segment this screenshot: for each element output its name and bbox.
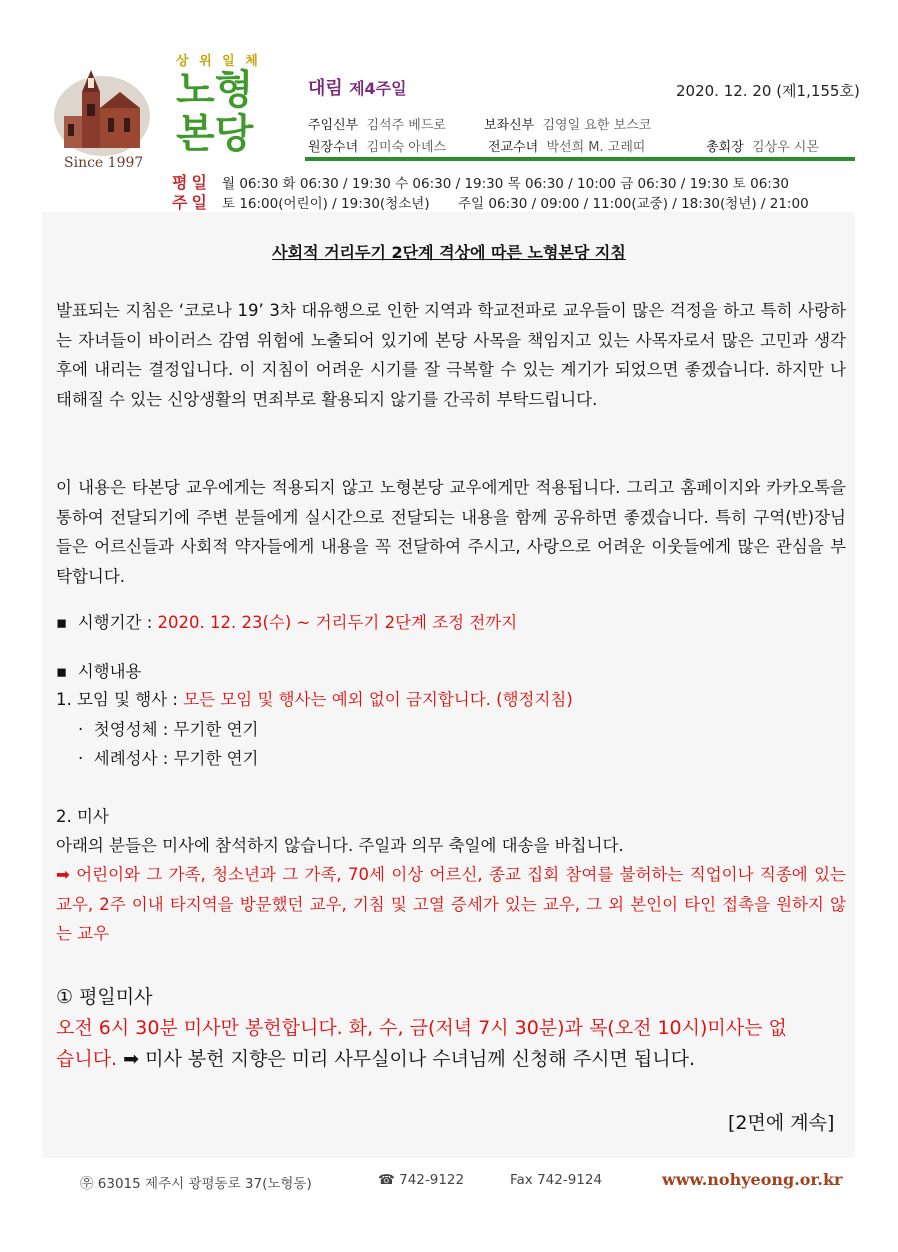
item1-label: 1. 모임 및 행사 : [56, 690, 184, 709]
footer-website-link[interactable]: www.nohyeong.or.kr [662, 1170, 843, 1189]
footer-fax: Fax 742-9124 [510, 1172, 603, 1188]
dot-icon: · [78, 749, 84, 768]
notice-title-text: 사회적 거리두기 2단계 격상에 따른 노형본당 지침 [272, 243, 626, 262]
period-row [56, 609, 517, 633]
staff-priest [308, 114, 446, 133]
sunday-schedule-saturday: 토 16:00(어린이) / 19:30(청소년) [222, 196, 430, 212]
content-label: 시행내용 [77, 662, 142, 681]
intro-paragraph-1: 발표되는 지침은 ‘코로나 19’ 3차 대유행으로 인한 지역과 학교전파로 교우들이 많은 걱정을 하고 특히 사랑하는 자녀들이 바이러스 감염 위험에 노출되어 있기에 본당 사목을 책임지고 있는 사목자로서 많은 고민과 생각 후에 내리는 결정입니다. 이 지침이 어려운 시기를 잘 극복할 수 있는 계기가 되었으면 좋겠습니다. 하지만 나태해질 수 있는 신앙생활의 면죄부로 활용되지 않기를 간곡히 부탁드립니다. [56, 301, 846, 409]
item2-description: 아래의 분들은 미사에 참석하지 않습니다. 주일과 의무 축일에 대송을 바칩니다. [56, 836, 624, 855]
sub-item-text: 첫영성체 : 무기한 연기 [93, 720, 259, 739]
staff-name: 김상우 시몬 [751, 140, 819, 155]
period-label: 시행기간 : [77, 613, 158, 632]
sub-item-baptism [78, 745, 259, 769]
church-building-icon [52, 56, 152, 156]
intro-paragraph-2: 이 내용은 타본당 교우에게는 적용되지 않고 노형본당 교우에게만 적용됩니다. 그리고 홈페이지와 카카오톡을 통하여 전달되기에 주변 분들에게 실시간으로 전달되는 내용을 함께 공유하면 좋겠습니다. 특히 구역(반)장님들은 어르신들과 사회적 약자들에게 내용을 꼭 전달하여 주시고, 사랑으로 어려운 이웃들에게 많은 관심을 부탁합니다. [56, 478, 846, 586]
sunday-schedule-sunday: 주일 06:30 / 09:00 / 11:00(교중) / 18:30(청년) / 21:00 [458, 196, 809, 212]
since-label: Since 1997 [64, 155, 144, 171]
parish-motto: 상 위 일 체 [176, 54, 261, 69]
staff-role: 보좌신부 [484, 118, 535, 133]
notice-title [0, 240, 898, 263]
footer-address: ㉾ 63015 제주시 광평동로 37(노형동) [80, 1176, 312, 1192]
weekday-mass-line2-red: 습니다. [56, 1048, 118, 1070]
staff-role: 총회장 [706, 140, 744, 155]
item1-value: 모든 모임 및 행사는 예외 없이 금지합니다. (행정지침) [183, 690, 573, 709]
staff-mission-sister [488, 136, 645, 155]
content-row [56, 658, 141, 682]
issue-date: 2020. 12. 20 (제1,155호) [676, 82, 860, 100]
sub-item-text: 세례성사 : 무기한 연기 [93, 749, 259, 768]
header-divider [305, 157, 855, 161]
staff-name: 박선희 M. 고레띠 [546, 140, 646, 155]
liturgical-week [308, 74, 407, 100]
parish-name-line2: 본당 [176, 110, 254, 157]
staff-name: 김영일 요한 보스코 [542, 118, 652, 133]
weekday-mass-line2-note: ➡ 미사 봉헌 지향은 미리 사무실이나 수녀님께 신청해 주시면 됩니다. [117, 1048, 696, 1070]
staff-assistant-priest [484, 114, 651, 133]
sunday-label: 주일 [172, 193, 211, 212]
parish-name-line1: 노형 [176, 66, 254, 113]
footer-phone: ☎ 742-9122 [378, 1172, 465, 1188]
bullet-icon: ▪ [56, 662, 68, 681]
bullet-icon: ▪ [56, 613, 68, 632]
item1-row [56, 686, 573, 710]
staff-name: 김석주 베드로 [366, 118, 446, 133]
staff-head-sister [308, 136, 446, 155]
week-label: 제4주일 [349, 79, 407, 98]
weekday-mass-line1: 오전 6시 30분 미사만 봉헌합니다. 화, 수, 금(저녁 7시 30분)과 목(오전 10시)미사는 없 [56, 1017, 787, 1039]
item2-label: 2. 미사 [56, 807, 109, 826]
staff-role: 원장수녀 [308, 140, 359, 155]
item2-excluded-list: ➡ 어린이와 그 가족, 청소년과 그 가족, 70세 이상 어르신, 종교 집회 참여를 불허하는 직업이나 직종에 있는 교우, 2주 이내 타지역을 방문했던 교우, 기침 및 고열 증세가 있는 교우, 그 외 본인이 타인 접촉을 원하지 않는 교우 [56, 865, 846, 943]
staff-council-president [706, 136, 819, 155]
week-prefix: 대림 [308, 78, 343, 99]
continued-note: [2면에 계속] [728, 1112, 835, 1134]
dot-icon: · [78, 720, 84, 739]
staff-role: 전교수녀 [488, 140, 539, 155]
weekday-mass-line2 [56, 1044, 695, 1071]
weekday-label: 평일 [172, 173, 211, 192]
staff-role: 주임신부 [308, 118, 359, 133]
staff-name: 김미숙 아녜스 [366, 140, 446, 155]
sub-item-first-communion [78, 716, 259, 740]
weekday-mass-heading: ① 평일미사 [56, 986, 153, 1008]
weekday-schedule: 월 06:30 화 06:30 / 19:30 수 06:30 / 19:30 목 06:30 / 10:00 금 06:30 / 19:30 토 06:30 [222, 176, 790, 192]
period-value: 2020. 12. 23(수) ~ 거리두기 2단계 조정 전까지 [157, 613, 518, 632]
